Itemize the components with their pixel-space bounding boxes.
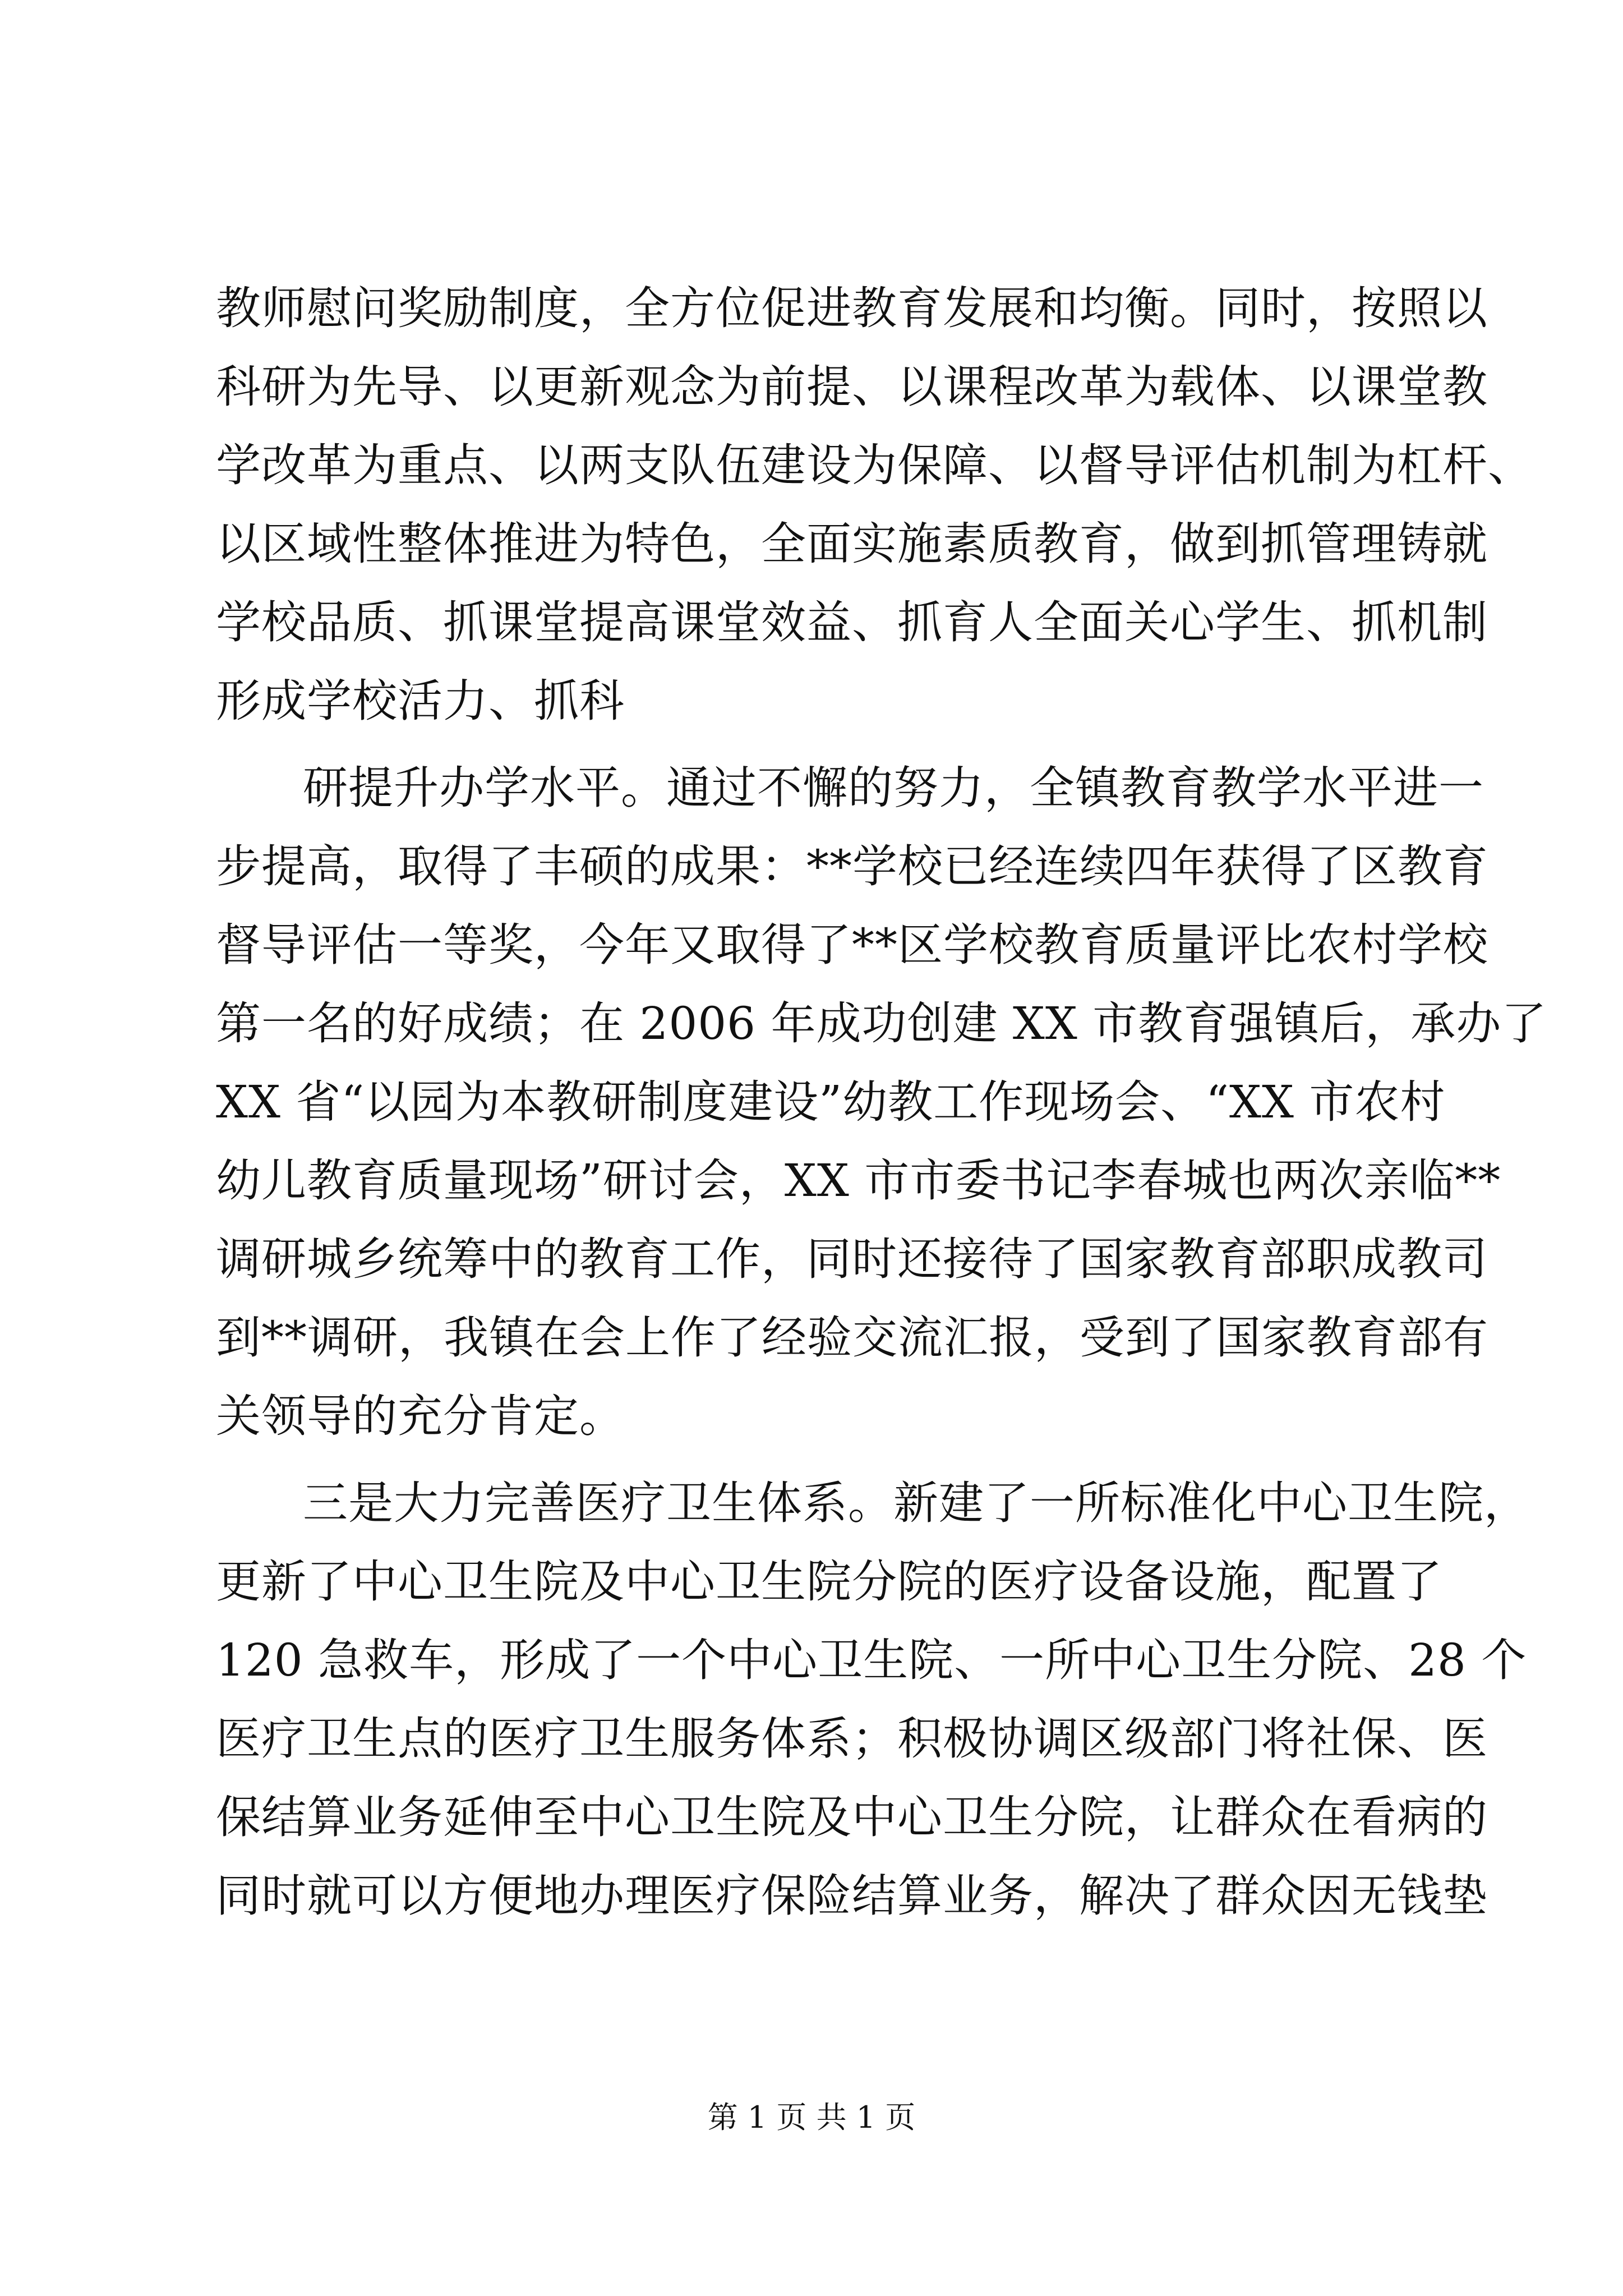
text-line: 120 急救车，形成了一个中心卫生院、一所中心卫生分院、28 个 (216, 1634, 1527, 1686)
text-line: 更新了中心卫生院及中心卫生院分院的医疗设备设施，配置了 (216, 1556, 1442, 1608)
text-line: 督导评估一等奖，今年又取得了**区学校教育质量评比农村学校 (216, 919, 1488, 971)
text-line: 步提高，取得了丰硕的成果：**学校已经连续四年获得了区教育 (216, 840, 1488, 892)
text-line: 以区域性整体推进为特色，全面实施素质教育，做到抓管理铸就 (216, 518, 1488, 570)
page-footer (0, 2098, 1623, 2137)
text-line: 保结算业务延伸至中心卫生院及中心卫生分院，让群众在看病的 (216, 1791, 1488, 1843)
text-line: 医疗卫生点的医疗卫生服务体系；积极协调区级部门将社保、医 (216, 1713, 1488, 1765)
text-line: 同时就可以方便地办理医疗保险结算业务，解决了群众因无钱垫 (216, 1870, 1488, 1922)
paragraph-start-line: 三是大力完善医疗卫生体系。新建了一所标准化中心卫生院， (303, 1477, 1529, 1529)
paragraph-start-line: 研提升办学水平。通过不懈的努力，全镇教育教学水平进一 (303, 762, 1484, 814)
text-line: 学改革为重点、以两支队伍建设为保障、以督导评估机制为杠杆、 (216, 439, 1533, 491)
text-line: 教师慰问奖励制度，全方位促进教育发展和均衡。同时，按照以 (216, 282, 1488, 334)
text-line: 到**调研，我镇在会上作了经验交流汇报，受到了国家教育部有 (216, 1312, 1488, 1364)
text-line: 学校品质、抓课堂提高课堂效益、抓育人全面关心学生、抓机制 (216, 596, 1488, 648)
text-line: 科研为先导、以更新观念为前提、以课程改革为载体、以课堂教 (216, 361, 1488, 413)
page-number-label: 第 1 页 共 1 页 (707, 2100, 916, 2135)
text-line: 形成学校活力、抓科 (216, 675, 625, 727)
text-line: 关领导的充分肯定。 (216, 1390, 625, 1442)
text-line: 第一名的好成绩；在 2006 年成功创建 XX 市教育强镇后，承办了 (216, 997, 1547, 1050)
text-line: 幼儿教育质量现场”研讨会，XX 市市委书记李春城也两次亲临** (216, 1154, 1501, 1207)
text-line: 调研城乡统筹中的教育工作，同时还接待了国家教育部职成教司 (216, 1233, 1488, 1285)
text-line: XX 省“以园为本教研制度建设”幼教工作现场会、“XX 市农村 (216, 1076, 1446, 1128)
